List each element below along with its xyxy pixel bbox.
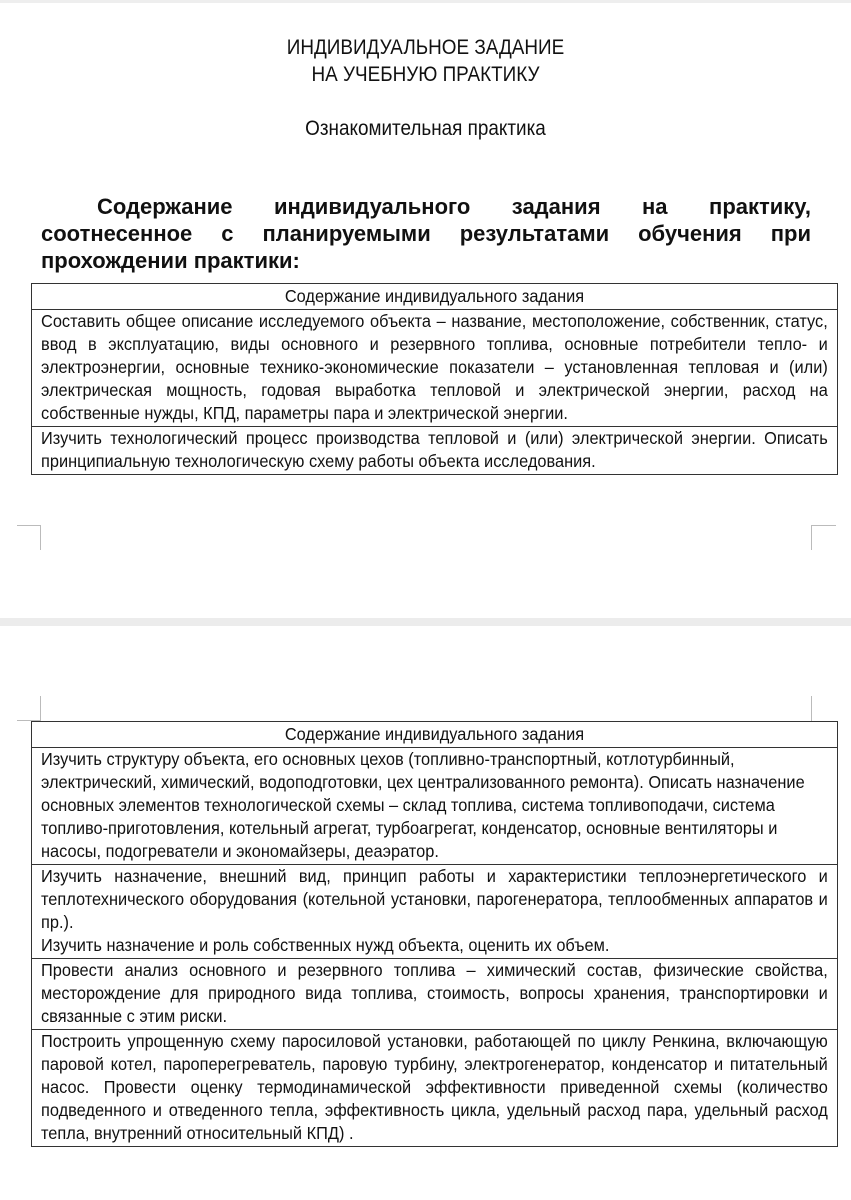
table-row [32,865,838,959]
margin-corner-mark-right-h [811,525,836,526]
task-text: Изучить технологический процесс производства тепловой и (или) электрической энергии. Описать принципиальную технологическую схему работы объекта исследования. [41,428,828,471]
document-title-line-1: ИНДИВИДУАЛЬНОЕ ЗАДАНИЕ [286,36,565,59]
document-page-2 [0,626,851,1200]
task-table-2 [31,721,838,1147]
intro-text: Содержание индивидуального задания на практику, соотнесенное с планируемыми результатами обучения при прохождении практики: [41,194,811,273]
margin-corner-mark-right-v [811,525,812,550]
table-header-row [32,722,838,748]
margin-corner-mark-left-v [40,525,41,550]
table-header-cell [32,284,838,310]
task-text: Изучить структуру объекта, его основных цехов (топливно-транспортный, котлотурбинный, электрический, химический, водоподготовки, цех централизованного ремонта). Описать назначение основных элементов технологической схемы – склад топлива, система топливоподачи, система топливо-приготовления, котельный агрегат, турбоагрегат, конденсатор, основные вентиляторы и насосы, подогреватели и экономайзеры, деаэратор. [41,749,805,861]
task-text: Провести анализ основного и резервного топлива – химический состав, физические свойства, месторождение для природного вида топлива, стоимость, вопросы хранения, транспортировки и связанные с этим риски. [41,960,828,1026]
margin-mark-right-v [811,696,812,721]
task-text: Изучить назначение и роль собственных нужд объекта, оценить их объем. [41,935,610,955]
margin-mark-left-v [40,696,41,721]
table-cell [32,310,838,427]
task-table-1 [31,283,838,475]
table-row [32,748,838,865]
document-subtitle: Ознакомительная практика [305,117,546,140]
page-separator [0,618,851,626]
table-row [32,1030,838,1147]
task-text: Составить общее описание исследуемого объекта – название, местоположение, собственник, статус, ввод в эксплуатацию, виды основного и резервного топлива, основные потребители тепло- и электроэнергии, основные технико-экономические показатели – установленная тепловая и (или) электрическая мощность, годовая выработка тепловой и электрической энергии, расход на собственные нужды, КПД, параметры пара и электрической энергии. [41,311,828,423]
table-cell [32,427,838,475]
table-row [32,427,838,475]
table-cell [32,1030,838,1147]
table-header-row [32,284,838,310]
table-row [32,959,838,1030]
table-cell [32,959,838,1030]
margin-corner-mark-left-h [17,525,41,526]
table-header-text: Содержание индивидуального задания [284,286,585,306]
table-cell [32,865,838,959]
page-top-edge [0,0,851,3]
table-header-text: Содержание индивидуального задания [284,724,585,744]
table-row [32,310,838,427]
document-title-line-2: НА УЧЕБНУЮ ПРАКТИКУ [311,63,540,86]
table-cell [32,748,838,865]
task-text: Построить упрощенную схему паросиловой установки, работающей по циклу Ренкина, включающую паровой котел, пароперегреватель, паровую турбину, электрогенератор, конденсатор и питательный насос. Провести оценку термодинамической эффективности приведенной схемы (количество подведенного и отведенного тепла, эффективность цикла, удельный расход пара, удельный расход тепла, внутренний относительный КПД) . [41,1031,828,1143]
task-text: Изучить назначение, внешний вид, принцип работы и характеристики теплоэнергетического и теплотехнического оборудования (котельной установки, парогенератора, теплообменных аппаратов и пр.). [41,866,828,932]
table-header-cell [32,722,838,748]
intro-paragraph [41,193,811,274]
